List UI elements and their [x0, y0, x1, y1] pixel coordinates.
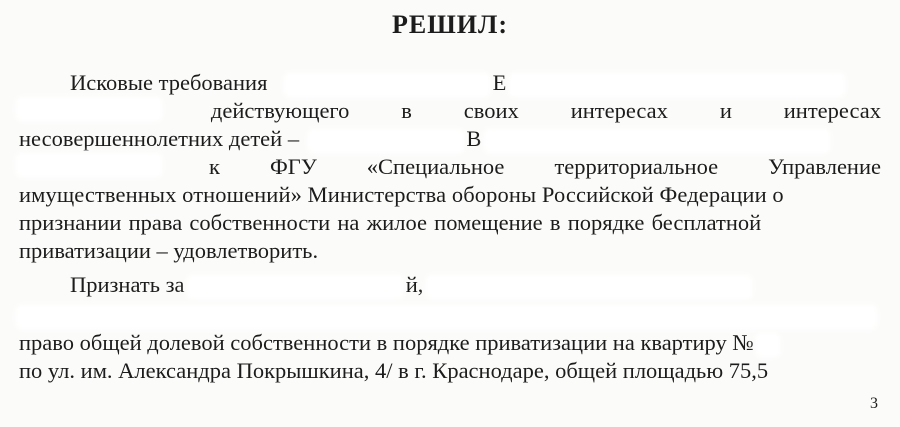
p1-word: ФГУ: [270, 154, 317, 179]
p1-line-7: приватизации – удовлетворить.: [19, 238, 319, 263]
p2-line-4: по ул. им. Александра Покрышкина, 4/ в г. Краснодаре, общей площадью 75,5: [19, 358, 769, 383]
p1-line-4: [19, 154, 881, 180]
p1-word: интересах: [783, 98, 881, 123]
p1-word: «Специальное: [366, 154, 505, 179]
redaction: [287, 76, 487, 94]
p1-word: к: [209, 154, 220, 179]
p1-line-1: [70, 70, 881, 96]
p1-text: Исковые требования: [70, 70, 268, 95]
decision-heading: РЕШИЛ:: [391, 10, 509, 39]
p1-line-2: [19, 98, 881, 124]
page-number: 3: [870, 395, 878, 412]
redaction: [487, 132, 827, 150]
redaction: [19, 100, 159, 118]
p1-word: территориальное: [554, 154, 719, 179]
redaction: [512, 76, 842, 94]
p1-text: В: [466, 126, 482, 151]
redaction: [19, 156, 159, 174]
p1-word: в: [401, 98, 412, 123]
redaction: [429, 278, 749, 296]
p2-text: право общей долевой собственности в порядке приватизации на квартиру №: [19, 330, 754, 355]
p2-line-3: [19, 330, 881, 356]
redaction: [759, 336, 777, 354]
p1-line-3: [19, 126, 881, 152]
p2-text: й,: [405, 272, 424, 297]
redaction: [19, 308, 874, 326]
p1-line-6: признании права собственности на жилое помещение в порядке бесплатной: [19, 210, 762, 235]
redaction: [311, 132, 461, 150]
redaction: [190, 278, 400, 296]
p2-line-1: [70, 272, 881, 298]
p1-word: своих: [463, 98, 519, 123]
p1-word: Управление: [768, 154, 881, 179]
p1-word: интересах: [570, 98, 668, 123]
p1-line-5: имущественных отношений» Министерства обороны Российской Федерации о: [19, 182, 784, 207]
p2-text: за: [165, 272, 185, 297]
p2-text: Признать: [70, 272, 160, 297]
p1-text: Е: [492, 70, 507, 95]
p1-text: несовершеннолетних детей –: [19, 126, 300, 151]
p1-word: и: [719, 98, 732, 123]
p2-line-2: [19, 302, 881, 328]
p1-word: действующего: [210, 98, 350, 123]
